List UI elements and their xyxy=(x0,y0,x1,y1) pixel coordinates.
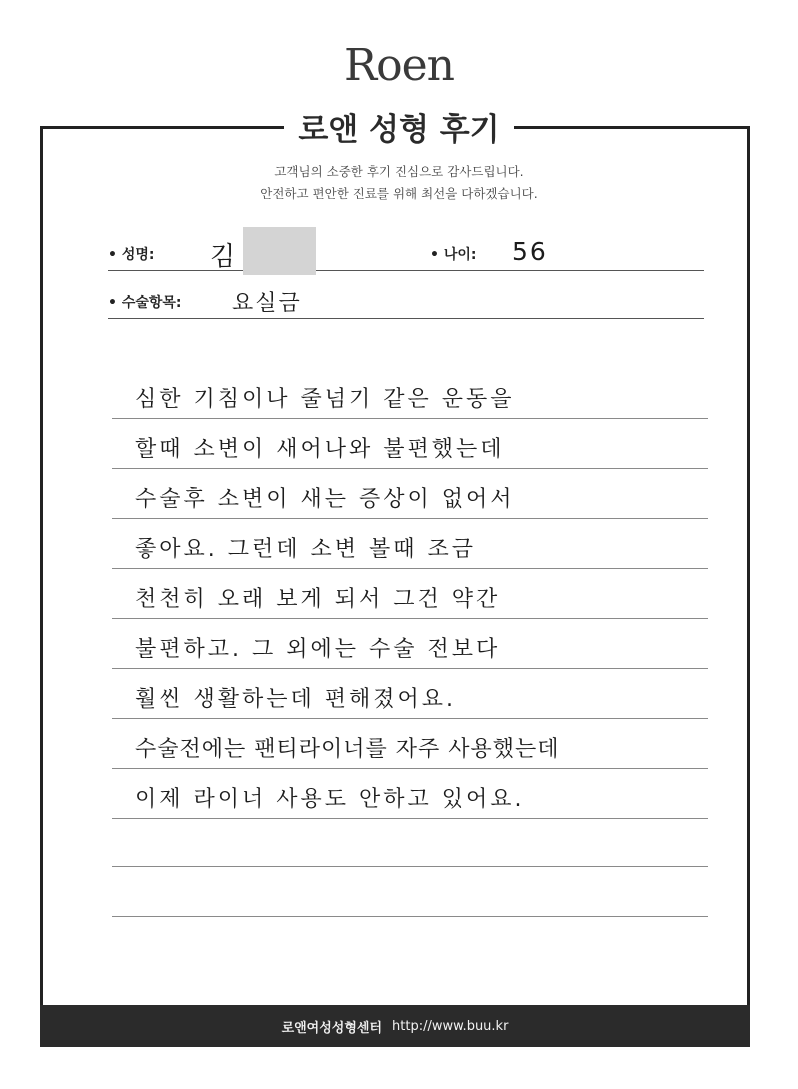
surgery-row-underline xyxy=(108,318,704,319)
intro-line-2: 안전하고 편안한 진료를 위해 최선을 다하겠습니다. xyxy=(260,186,538,201)
review-text-line: 심한 기침이나 줄넘기 같은 운동을 xyxy=(135,387,515,412)
surgery-value: 요실금 xyxy=(232,291,302,316)
review-text-line: 이제 라이너 사용도 안하고 있어요. xyxy=(135,787,525,812)
surgery-label: • 수술항목: xyxy=(108,295,182,311)
review-text-line: 할때 소변이 새어나와 불편했는데 xyxy=(135,437,505,462)
footer-bar xyxy=(40,1005,750,1047)
name-redaction xyxy=(243,227,316,275)
review-text-line: 수술후 소변이 새는 증상이 없어서 xyxy=(135,487,515,512)
review-line xyxy=(112,568,708,569)
clinic-logo: Roen xyxy=(344,40,454,91)
review-line xyxy=(112,668,708,669)
review-text-line: 훨씬 생활하는데 편해졌어요. xyxy=(135,687,457,712)
review-line xyxy=(112,916,708,917)
review-line xyxy=(112,468,708,469)
age-label: • 나이: xyxy=(430,247,477,263)
review-line xyxy=(112,866,708,867)
review-line xyxy=(112,768,708,769)
footer-center-name: 로앤여성성형센터 xyxy=(281,1020,383,1036)
name-age-row-underline xyxy=(108,270,704,271)
review-text-line: 수술전에는 팬티라이너를 자주 사용했는데 xyxy=(135,737,560,762)
review-text-line: 불편하고. 그 외에는 수술 전보다 xyxy=(135,637,501,662)
intro-line-1: 고객님의 소중한 후기 진심으로 감사드립니다. xyxy=(274,164,524,179)
form-title-text: 로앤 성형 후기 xyxy=(284,112,513,148)
age-value: 56 xyxy=(512,237,548,266)
name-label: • 성명: xyxy=(108,247,155,263)
review-line xyxy=(112,418,708,419)
review-text-line: 좋아요. 그런데 소변 볼때 조금 xyxy=(135,537,476,562)
review-line xyxy=(112,518,708,519)
review-line xyxy=(112,818,708,819)
form-title xyxy=(0,104,798,149)
footer-url-link[interactable]: http://www.buu.kr xyxy=(392,1018,509,1034)
review-line xyxy=(112,718,708,719)
name-value: 김 xyxy=(210,242,238,272)
review-text-line: 천천히 오래 보게 되서 그건 약간 xyxy=(135,587,501,612)
review-line xyxy=(112,618,708,619)
